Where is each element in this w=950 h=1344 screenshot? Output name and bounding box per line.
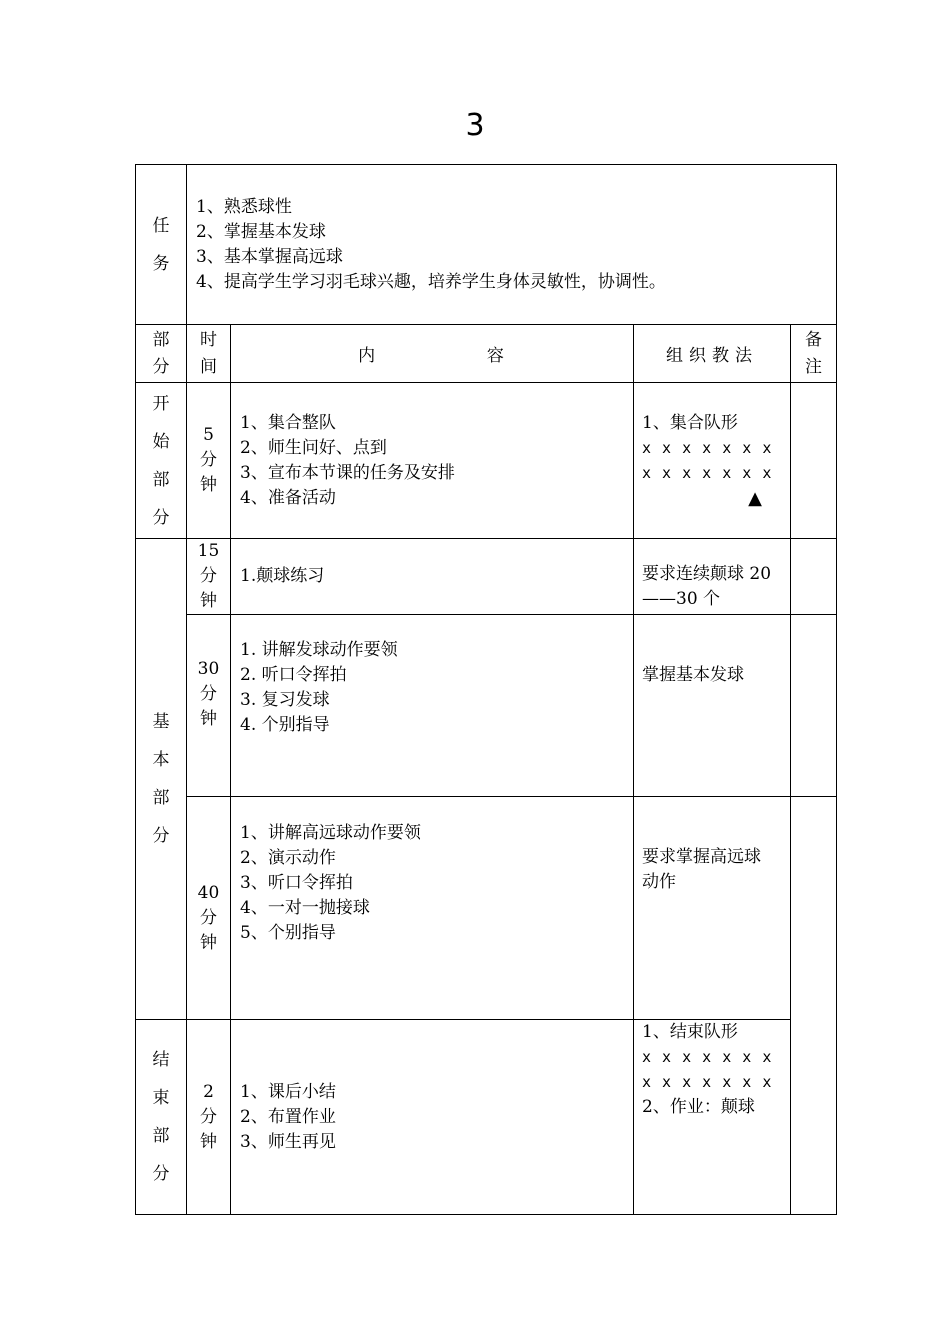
header-part-char: 分 [152,356,170,377]
basic-time-2 [187,615,231,797]
header-note [791,325,837,383]
time-part: 钟 [200,1131,217,1152]
basic-row-3 [136,797,837,1020]
org-line: 掌握基本发球 [642,665,744,685]
header-part [136,325,187,383]
time-part: 2 [203,1081,214,1102]
end-time [187,1020,231,1215]
task-list [187,165,837,325]
time-part: 15 [197,541,220,561]
lesson-plan-table [135,164,837,1215]
basic-content-3 [231,797,634,1020]
task-item: 4、提高学生学习羽毛球兴趣，培养学生身体灵敏性，协调性。 [196,271,666,292]
start-label-char: 部 [152,469,170,490]
basic-note-1 [791,539,837,615]
task-row [136,165,837,325]
start-time-part: 5 [203,425,214,445]
basic-time-3 [187,797,231,1020]
basic-row-2 [136,615,837,797]
content-item: 4、准备活动 [240,487,336,508]
basic-org-3 [634,797,791,1020]
formation-row: x x x x x x x [642,1048,773,1066]
header-part-char: 部 [152,329,170,350]
basic-label-char: 本 [152,750,170,770]
time-part: 分 [200,684,217,704]
header-note-char: 注 [805,356,822,377]
header-row [136,325,837,383]
end-label-char: 结 [152,1050,170,1070]
header-content-char: 容 [486,346,506,366]
header-org: 组织教法 [634,325,791,383]
header-content [231,325,634,383]
basic-org-1 [634,539,791,615]
start-content [231,383,634,539]
start-time [187,383,231,539]
start-label [136,383,187,539]
start-label-char: 分 [152,507,170,528]
start-org [634,383,791,539]
basic-row-1 [136,539,837,615]
start-time-part: 分 [200,450,217,470]
task-item: 3、基本掌握高远球 [196,246,343,267]
time-part: 钟 [200,933,217,953]
org-line: 要求掌握高远球 [642,847,761,867]
header-time-char: 间 [200,356,217,377]
formation-row: x x x x x x x [642,1073,773,1091]
content-item: 1、课后小结 [240,1081,336,1102]
content-item: 1、讲解高远球动作要领 [240,823,421,843]
content-item: 3、听口令挥拍 [240,873,353,893]
end-content [231,1020,634,1215]
header-note-char: 备 [805,329,822,350]
content-item: 4、一对一抛接球 [240,898,370,918]
basic-label-char: 分 [152,826,170,846]
end-label-char: 部 [152,1126,170,1146]
formation-title: 1、结束队形 [642,1022,738,1042]
content-item: 4. 个别指导 [240,715,330,735]
start-time-part: 钟 [200,475,217,495]
end-label-char: 束 [152,1088,170,1108]
task-item: 1、熟悉球性 [196,196,292,217]
basic-label-char: 基 [152,712,170,732]
page-number: 3 [465,108,485,143]
content-item: 2. 听口令挥拍 [240,665,347,685]
formation-title: 1、集合队形 [642,412,738,433]
content-item: 1、集合整队 [240,412,336,433]
end-org [634,1020,791,1215]
time-part: 分 [200,908,217,928]
content-item: 2、师生问好、点到 [240,437,387,458]
time-part: 分 [200,566,217,586]
task-label [136,165,187,325]
time-part: 钟 [200,591,217,611]
task-label-char: 任 [152,215,170,236]
content-item: 2、演示动作 [240,848,336,868]
org-line: 要求连续颠球 20 [642,564,772,584]
basic-content-1 [231,539,634,615]
org-line: 动作 [642,872,676,892]
content-item: 1.颠球练习 [240,566,325,586]
basic-org-2 [634,615,791,797]
start-row [136,383,837,539]
task-item: 2、掌握基本发球 [196,221,326,242]
content-item: 1. 讲解发球动作要领 [240,640,398,660]
basic-time-1 [187,539,231,615]
basic-note-2 [791,615,837,797]
content-item: 5、个别指导 [240,923,336,943]
content-item: 2、布置作业 [240,1106,336,1127]
end-label [136,1020,187,1215]
time-part: 30 [197,659,220,679]
formation-row: x x x x x x x [642,438,773,457]
org-line: ——30 个 [642,589,721,609]
time-part: 分 [200,1106,217,1127]
formation-row: x x x x x x x [642,463,773,482]
header-time-char: 时 [200,329,217,350]
start-label-char: 始 [152,431,170,452]
header-time [187,325,231,383]
time-part: 钟 [200,709,217,729]
end-label-char: 分 [152,1164,170,1184]
basic-label [136,539,187,1020]
task-label-char: 务 [152,253,170,274]
time-part: 40 [197,883,220,903]
start-note [791,383,837,539]
content-item: 3、师生再见 [240,1131,336,1152]
basic-content-2 [231,615,634,797]
basic-label-char: 部 [152,788,170,808]
end-row [136,1020,837,1215]
homework-line: 2、作业：颠球 [642,1097,755,1117]
header-content-char: 内 [358,346,378,366]
content-item: 3、宣布本节课的任务及安排 [240,462,455,483]
content-item: 3. 复习发球 [240,690,330,710]
start-label-char: 开 [152,393,170,414]
teacher-triangle-icon: ▲ [748,487,762,509]
basic-end-note [791,797,837,1215]
